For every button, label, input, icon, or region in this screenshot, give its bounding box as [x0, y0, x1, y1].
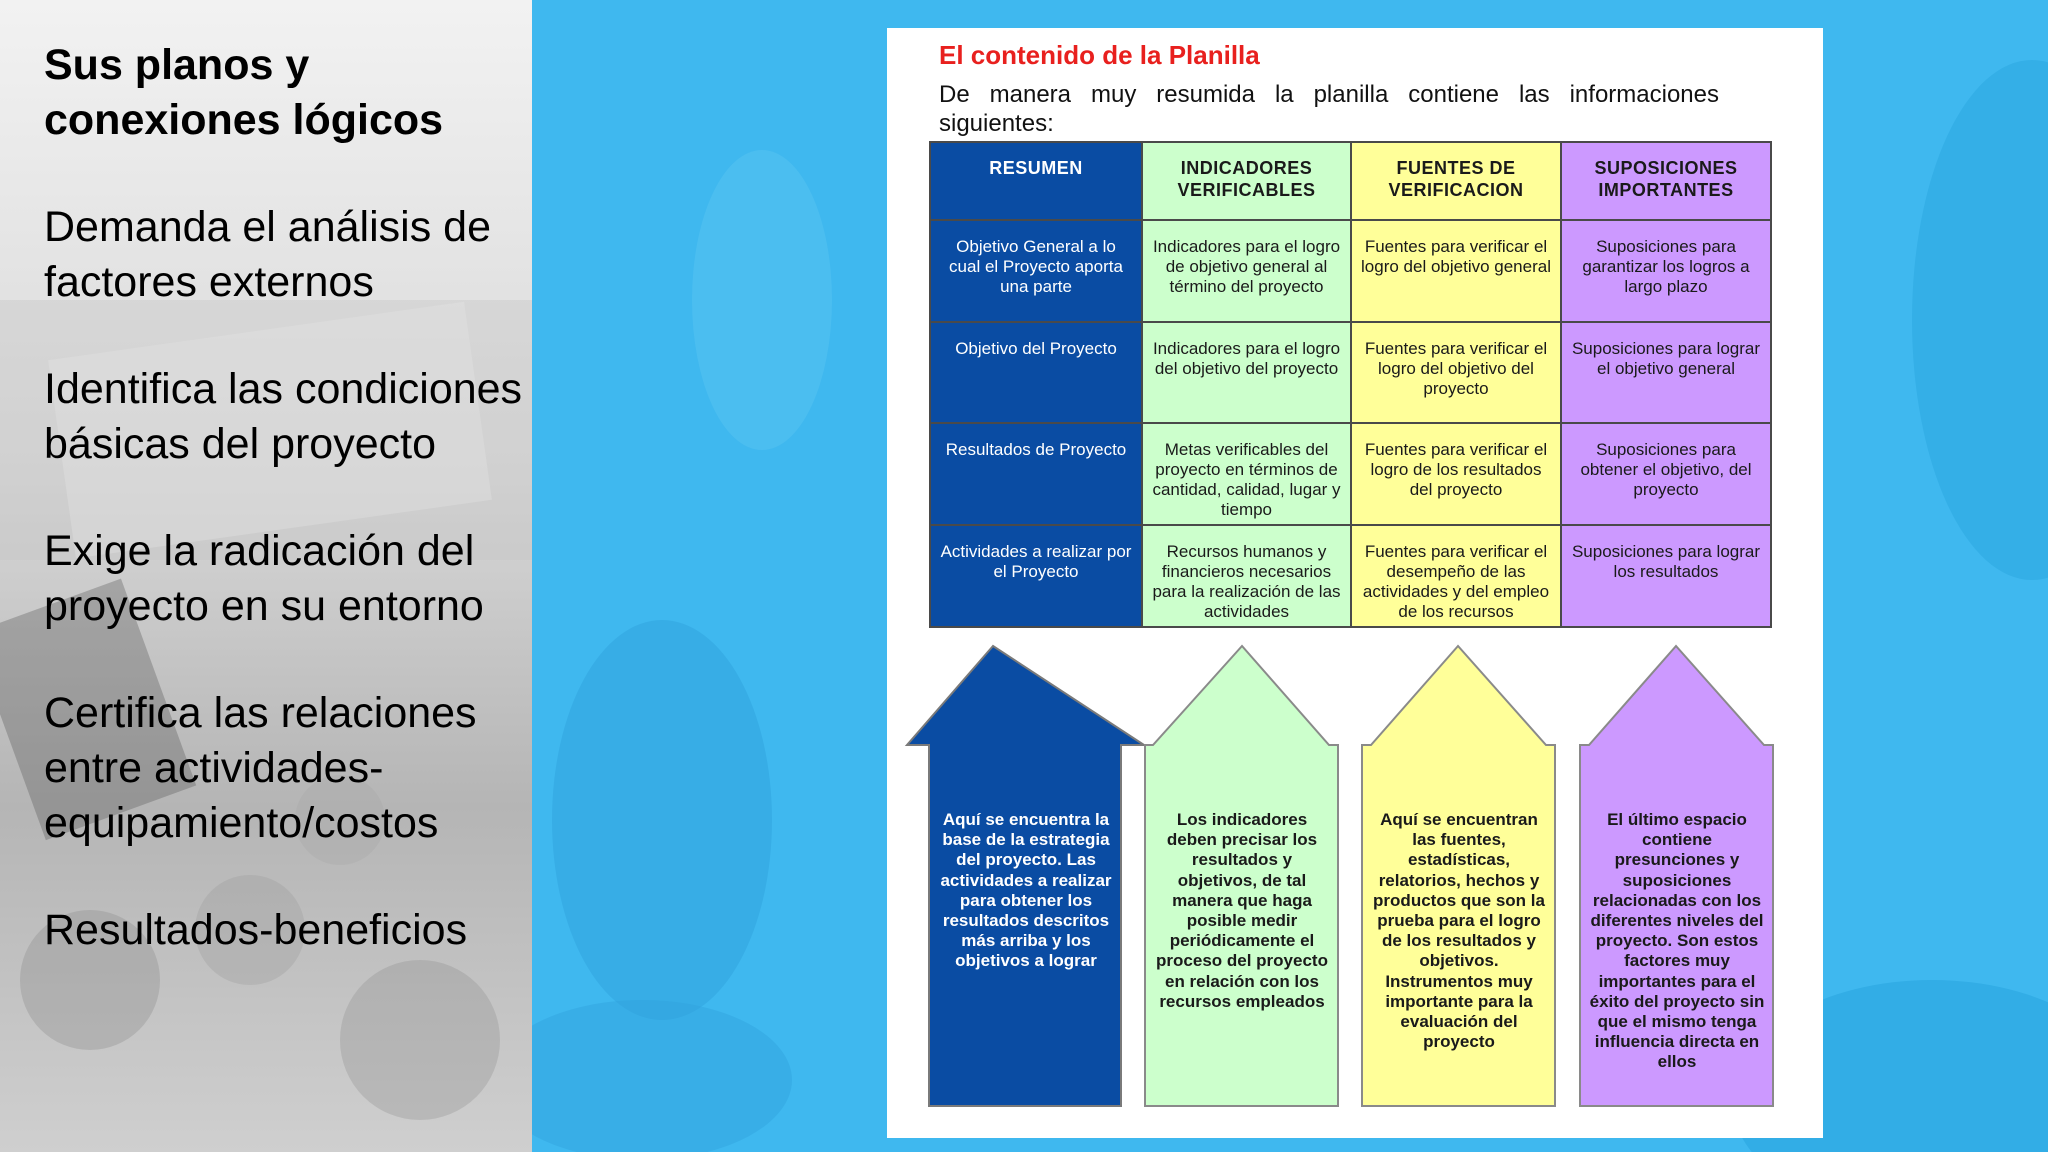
table-cell: Indicadores para el logro de objetivo general al término del proyecto — [1143, 221, 1352, 323]
table-cell: Fuentes para verificar el logro del objetivo del proyecto — [1352, 323, 1562, 424]
arrow-text-suposiciones: El último espacio contiene presunciones y suposiciones relacionadas con los diferentes niveles del proyecto. Son estos factores muy importantes para el éxito del proyecto sin que el mismo tenga influencia directa en ellos — [1589, 810, 1765, 1072]
table-cell: Actividades a realizar por el Proyecto — [931, 526, 1143, 628]
bullet-external-factors: Demanda el análisis de factores externos — [44, 203, 491, 306]
table-cell: Recursos humanos y financieros necesarios para la realización de las actividades — [1143, 526, 1352, 628]
bullet-basic-conditions: Identifica las condiciones básicas del proyecto — [44, 365, 523, 468]
header-fuentes: FUENTES DE VERIFICACION — [1352, 143, 1562, 221]
table-cell: Fuentes para verificar el logro del objetivo general — [1352, 221, 1562, 323]
table-cell: Metas verificables del proyecto en términos de cantidad, calidad, lugar y tiempo — [1143, 424, 1352, 526]
slide-title: Sus planos y conexiones lógicos — [44, 41, 444, 144]
document-intro: De manera muy resumida la planilla contiene las informaciones siguientes: — [939, 81, 1719, 137]
left-text-block — [44, 38, 524, 1010]
table-cell: Fuentes para verificar el logro de los resultados del proyecto — [1352, 424, 1562, 526]
header-resumen: RESUMEN — [931, 143, 1143, 221]
header-indicadores: INDICADORES VERIFICABLES — [1143, 143, 1352, 221]
header-suposiciones: SUPOSICIONES IMPORTANTES — [1562, 143, 1772, 221]
bullet-activity-relations: Certifica las relaciones entre actividades-equipamiento/costos — [44, 689, 477, 847]
bullet-project-setting: Exige la radicación del proyecto en su entorno — [44, 527, 484, 630]
arrow-text-fuentes: Aquí se encuentran las fuentes, estadísticas, relatorios, hechos y productos que son la prueba para el logro de los resultados y objetivos. Instrumentos muy importante para la evaluación del proyecto — [1373, 810, 1545, 1052]
bullet-results-benefits: Resultados-beneficios — [44, 906, 468, 954]
table-cell: Objetivo General a lo cual el Proyecto aporta una parte — [931, 221, 1143, 323]
table-cell: Suposiciones para lograr los resultados — [1562, 526, 1772, 628]
table-cell: Suposiciones para lograr el objetivo general — [1562, 323, 1772, 424]
arrow-text-resumen: Aquí se encuentra la base de la estrategia del proyecto. Las actividades a realizar para obtener los resultados descritos más arriba y los objetivos a lograr — [940, 810, 1112, 971]
table-cell: Resultados de Proyecto — [931, 424, 1143, 526]
table-cell: Fuentes para verificar el desempeño de las actividades y del empleo de los recursos — [1352, 526, 1562, 628]
table-cell: Indicadores para el logro del objetivo del proyecto — [1143, 323, 1352, 424]
table-cell: Suposiciones para obtener el objetivo, del proyecto — [1562, 424, 1772, 526]
arrow-text-indicadores: Los indicadores deben precisar los resultados y objetivos, de tal manera que haga posible medir periódicamente el proceso del proyecto en relación con los recursos empleados — [1156, 810, 1328, 1011]
left-panel — [0, 0, 532, 1152]
planilla-document — [887, 28, 1823, 1138]
document-title: El contenido de la Planilla — [939, 40, 1260, 70]
table-cell: Objetivo del Proyecto — [931, 323, 1143, 424]
table-cell: Suposiciones para garantizar los logros a largo plazo — [1562, 221, 1772, 323]
